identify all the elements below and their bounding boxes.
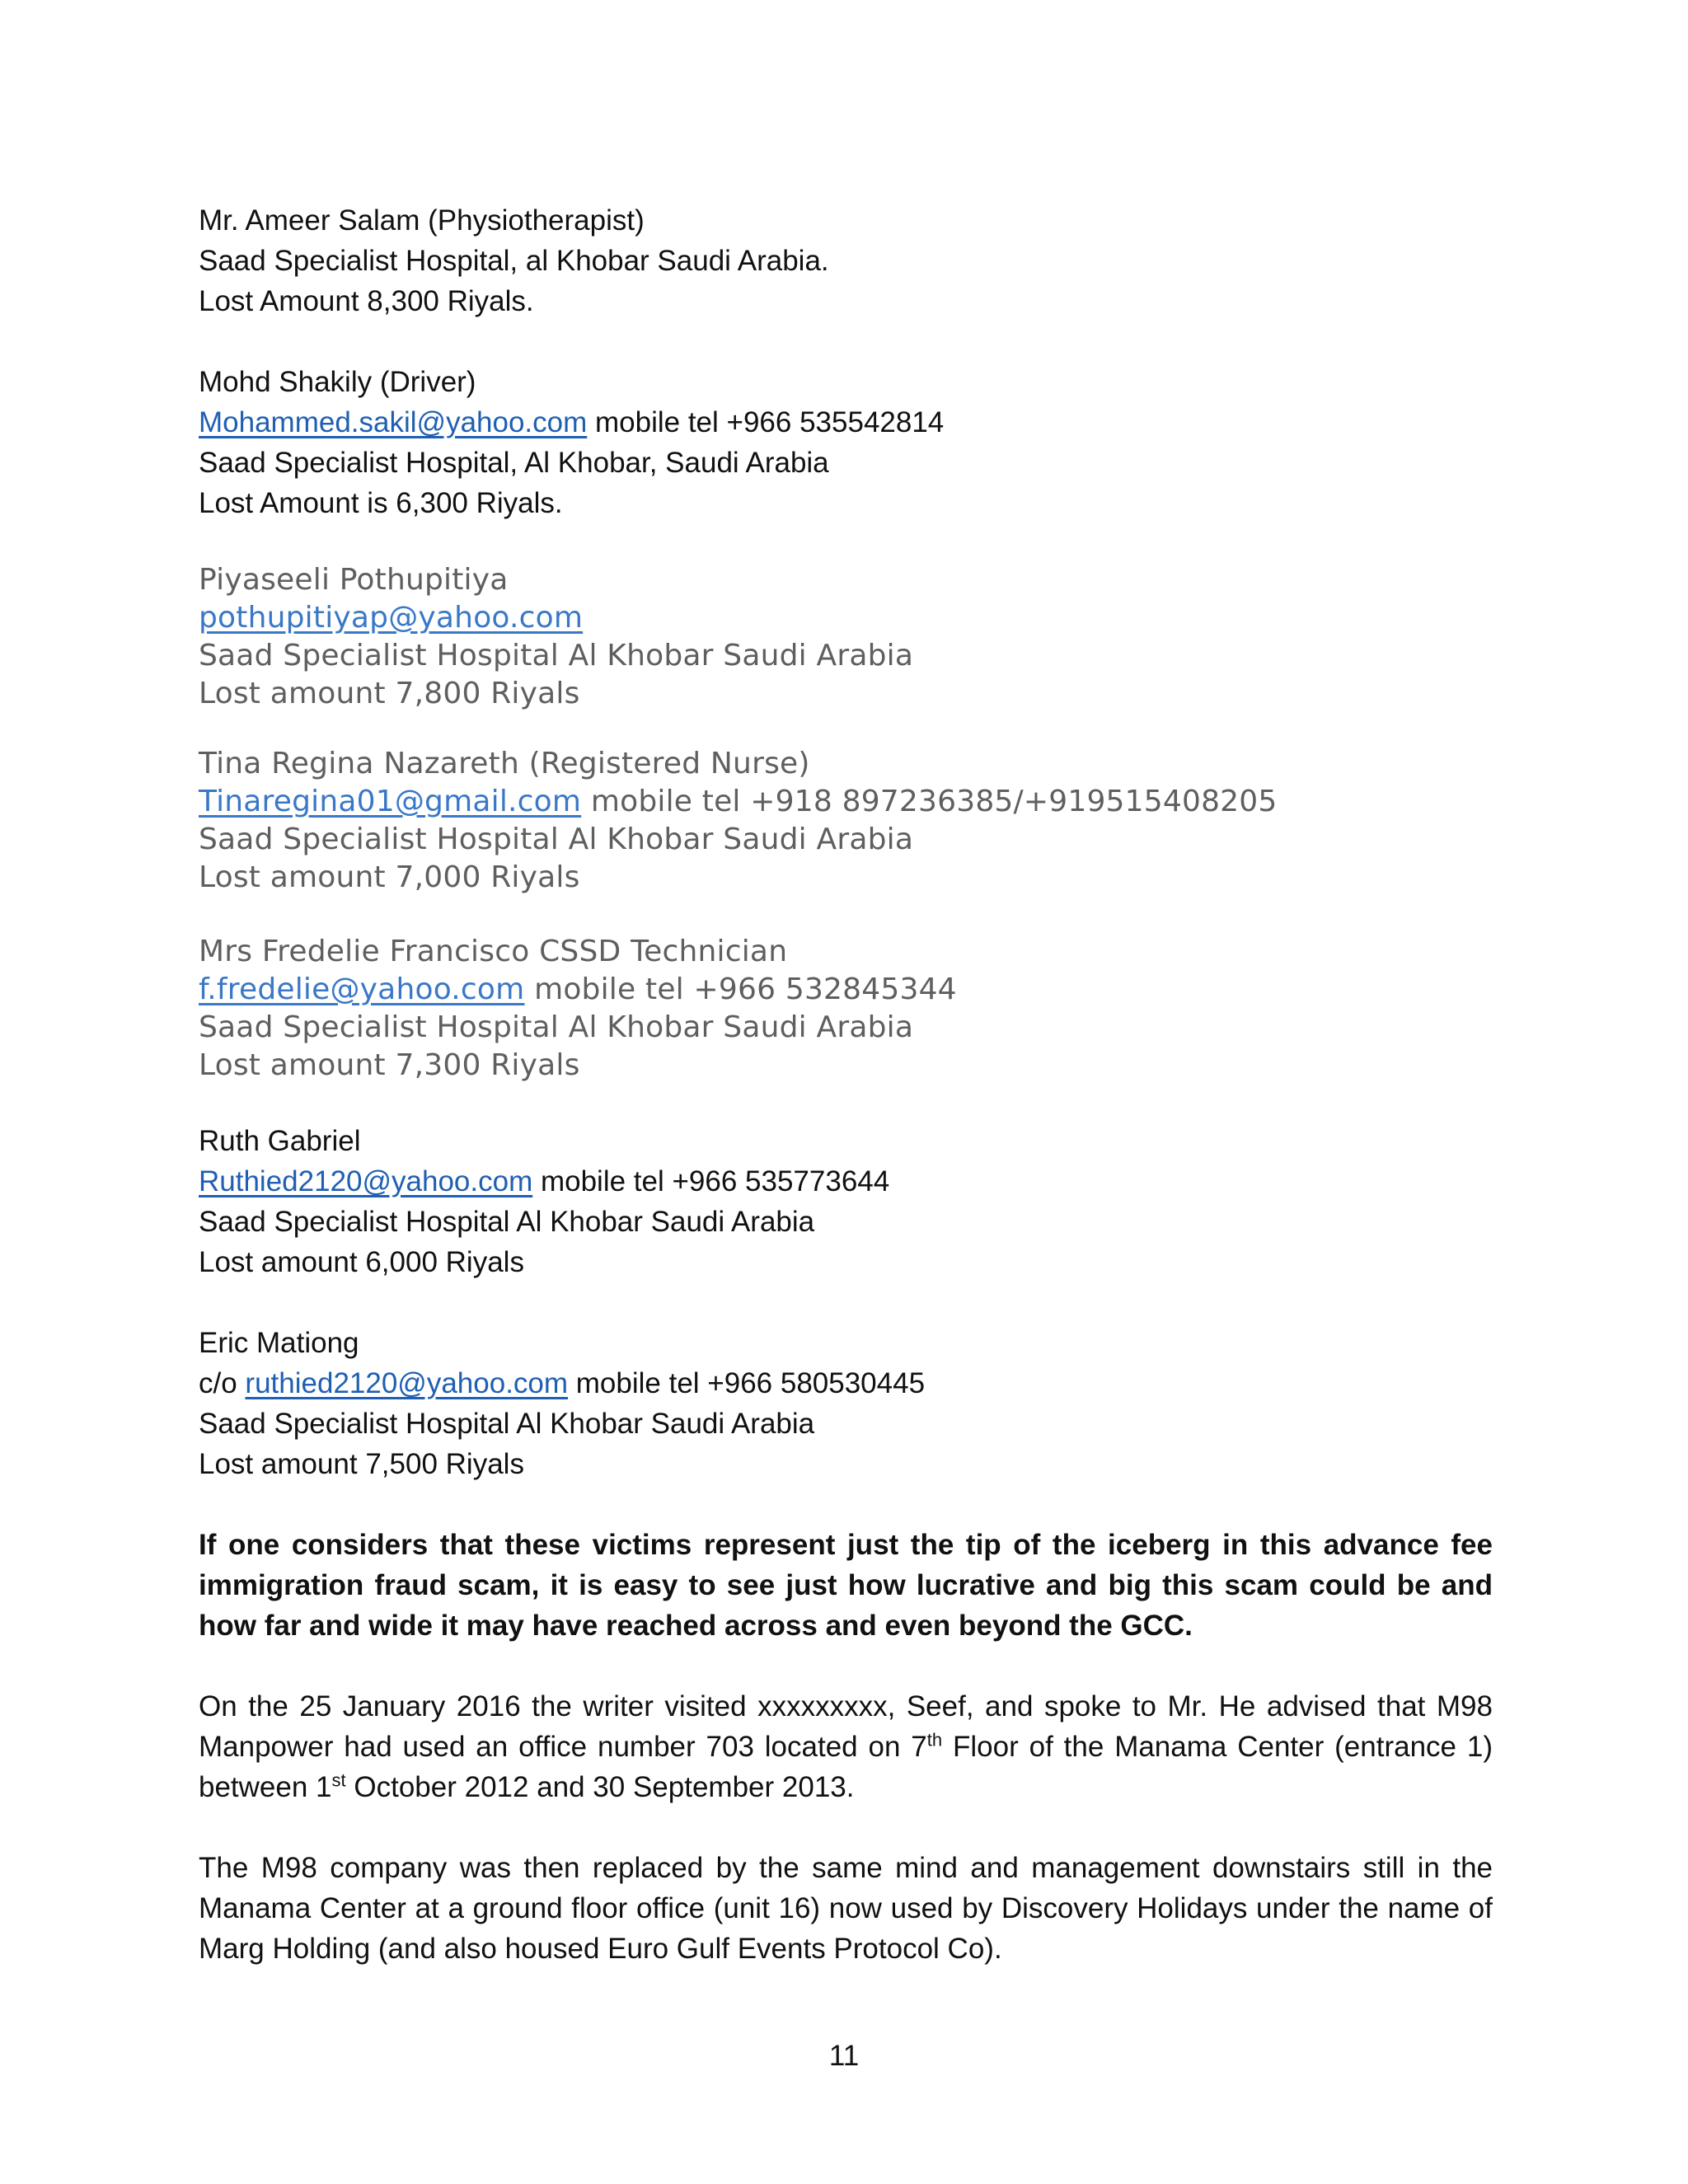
victim-name: Eric Mationg	[199, 1327, 359, 1359]
victim-hospital: Saad Specialist Hospital Al Khobar Saudi Arabia	[199, 1206, 815, 1238]
victim-phone: mobile tel +966 535773644	[532, 1165, 890, 1197]
victim-lost-amount: Lost Amount 8,300 Riyals.	[199, 285, 534, 317]
victim-contact-line	[199, 971, 1493, 1009]
victim-name: Ruth Gabriel	[199, 1125, 361, 1157]
visit-paragraph	[199, 1686, 1493, 1807]
victim-phone: mobile tel +918 897236385/+919515408205	[581, 785, 1278, 818]
page-content	[199, 200, 1493, 1969]
victim-entry	[199, 1121, 1493, 1282]
victim-care-of: c/o	[199, 1367, 246, 1399]
victim-entry	[199, 561, 1493, 713]
victim-phone: mobile tel +966 535542814	[587, 406, 945, 438]
victim-lost-amount: Lost amount 7,000 Riyals	[199, 860, 580, 894]
victim-name: Mr. Ameer Salam (Physiotherapist)	[199, 204, 645, 237]
victim-name: Mrs Fredelie Francisco CSSD Technician	[199, 935, 788, 968]
victim-hospital: Saad Specialist Hospital Al Khobar Saudi Arabia	[199, 639, 914, 673]
page-number: 11	[828, 2040, 860, 2072]
victim-contact-line	[199, 402, 1493, 443]
victim-entry	[199, 1323, 1493, 1484]
visit-text-part: Floor of the Manama Center (entrance 1) between 1	[199, 1731, 1493, 1803]
victim-entry	[199, 745, 1493, 897]
victim-contact-line	[199, 1363, 1493, 1404]
visit-text-part: October 2012 and 30 September 2013.	[345, 1771, 855, 1803]
ordinal-suffix: st	[331, 1769, 346, 1791]
victim-lost-amount: Lost amount 7,500 Riyals	[199, 1448, 524, 1480]
visit-text-part: On the 25 January 2016 the writer visited xxxxxxxxx, Seef, and spoke to Mr. He advised that M98 Manpower had used an office number 703 located on 7	[199, 1690, 1493, 1763]
iceberg-paragraph: If one considers that these victims represent just the tip of the iceberg in this advance fee immigration fraud scam, it is easy to see just how lucrative and big this scam could be and how far and wide it may have reached across and even beyond the GCC.	[199, 1529, 1493, 1642]
victim-contact-line	[199, 783, 1493, 821]
victim-email-link[interactable]: f.fredelie@yahoo.com	[199, 972, 525, 1006]
victim-name: Piyaseeli Pothupitiya	[199, 563, 509, 597]
victim-hospital: Saad Specialist Hospital Al Khobar Saudi Arabia	[199, 1010, 914, 1044]
victim-entry	[199, 362, 1493, 523]
victim-lost-amount: Lost amount 7,300 Riyals	[199, 1048, 580, 1082]
victim-entry	[199, 200, 1493, 321]
victim-phone: mobile tel +966 580530445	[568, 1367, 926, 1399]
victim-lost-amount: Lost Amount is 6,300 Riyals.	[199, 487, 563, 519]
victim-email-link[interactable]: Tinaregina01@gmail.com	[199, 785, 582, 818]
victim-email-link[interactable]: pothupitiyap@yahoo.com	[199, 601, 584, 635]
victim-email-link[interactable]: Ruthied2120@yahoo.com	[199, 1165, 533, 1197]
replacement-paragraph: The M98 company was then replaced by the same mind and management downstairs still in the Manama Center at a ground floor office (unit 16) now used by Discovery Holidays under the name of Marg Holding (and also housed Euro Gulf Events Protocol Co).	[199, 1852, 1493, 1965]
victim-lost-amount: Lost amount 6,000 Riyals	[199, 1246, 524, 1278]
victim-entry	[199, 933, 1493, 1085]
ordinal-suffix: th	[926, 1729, 943, 1750]
victim-contact-line	[199, 1161, 1493, 1202]
victim-hospital: Saad Specialist Hospital, al Khobar Saudi Arabia.	[199, 245, 829, 277]
victim-name: Tina Regina Nazareth (Registered Nurse)	[199, 747, 810, 780]
victim-hospital: Saad Specialist Hospital, Al Khobar, Saudi Arabia	[199, 447, 829, 479]
victim-lost-amount: Lost amount 7,800 Riyals	[199, 677, 580, 710]
victim-email-link[interactable]: ruthied2120@yahoo.com	[245, 1367, 569, 1399]
victim-name: Mohd Shakily (Driver)	[199, 366, 476, 398]
victim-contact-line	[199, 599, 1493, 637]
victim-phone: mobile tel +966 532845344	[524, 972, 957, 1006]
victim-hospital: Saad Specialist Hospital Al Khobar Saudi Arabia	[199, 1408, 815, 1440]
victim-email-link[interactable]: Mohammed.sakil@yahoo.com	[199, 406, 588, 438]
victim-hospital: Saad Specialist Hospital Al Khobar Saudi Arabia	[199, 823, 914, 856]
